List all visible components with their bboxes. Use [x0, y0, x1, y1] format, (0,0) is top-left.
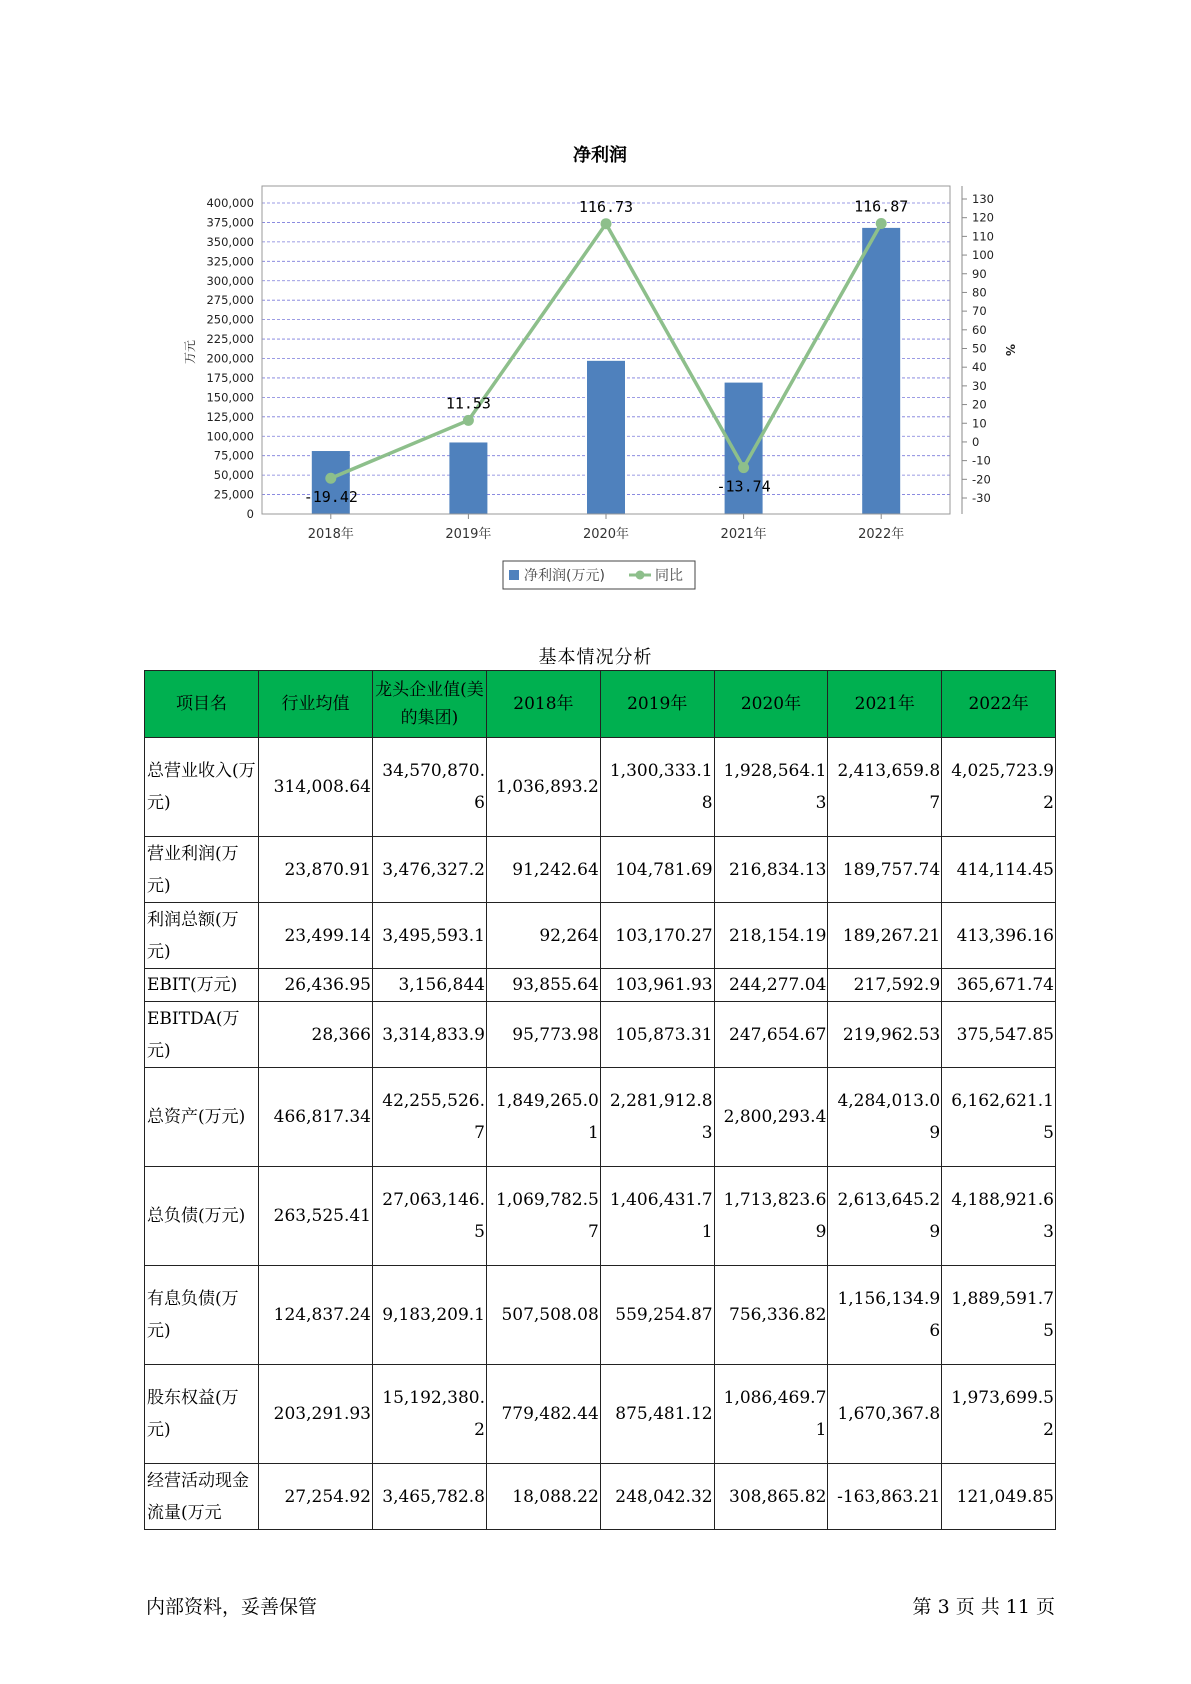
chart-canvas [0, 0, 1191, 600]
y2-tick-label: 0 [972, 434, 980, 449]
x-tick-label: 2018年 [307, 527, 354, 542]
data-label: 116.73 [578, 197, 634, 216]
bar-1 [449, 442, 487, 514]
y2-tick-label: -20 [972, 472, 991, 487]
yoy-point-1 [463, 415, 474, 426]
y2-tick-label: 10 [972, 416, 987, 431]
x-tick-label: 2019年 [445, 527, 492, 542]
table-cell: 93,855.64 [487, 969, 601, 1002]
table-cell: 91,242.64 [487, 837, 601, 903]
yoy-point-2 [601, 218, 612, 229]
y-tick-label: 175,000 [206, 370, 254, 385]
table-cell: 1,036,893.2 [487, 738, 601, 837]
chart-legend [503, 561, 695, 589]
table-cell: 263,525.41 [259, 1167, 373, 1266]
legend-label-line: 同比 [655, 568, 683, 584]
table-cell: 203,291.93 [259, 1365, 373, 1464]
table-cell: 26,436.95 [259, 969, 373, 1002]
table-row [145, 1002, 1056, 1068]
table-cell: 3,156,844 [373, 969, 487, 1002]
table-cell: 3,476,327.2 [373, 837, 487, 903]
table-cell: 219,962.53 [828, 1002, 942, 1068]
table-cell: 104,781.69 [600, 837, 714, 903]
table-cell: 18,088.22 [487, 1464, 601, 1530]
table-cell: 92,264 [487, 903, 601, 969]
table-cell: 189,267.21 [828, 903, 942, 969]
row-label: 经营活动现金流量(万元 [145, 1464, 259, 1530]
table-cell: 365,671.74 [942, 969, 1056, 1002]
y-tick-label: 325,000 [206, 254, 254, 269]
row-label: EBIT(万元) [145, 969, 259, 1002]
legend-swatch-bar [509, 570, 519, 580]
table-row [145, 1266, 1056, 1365]
table-row [145, 969, 1056, 1002]
table-row [145, 1167, 1056, 1266]
row-label: 股东权益(万元) [145, 1365, 259, 1464]
y2-tick-label: 100 [972, 248, 994, 263]
column-header: 2022年 [942, 671, 1056, 738]
data-label: -19.42 [303, 488, 358, 507]
table-row [145, 903, 1056, 969]
legend-label-bar: 净利润(万元) [524, 568, 605, 584]
yoy-point-3 [738, 462, 749, 473]
y-tick-label: 0 [246, 507, 254, 521]
table-row [145, 1464, 1056, 1530]
bar-2 [587, 361, 625, 514]
table-cell: 103,961.93 [600, 969, 714, 1002]
table-cell: 414,114.45 [942, 837, 1056, 903]
table-cell: 247,654.67 [714, 1002, 828, 1068]
table-cell: 42,255,526.7 [373, 1068, 487, 1167]
table-cell: 1,670,367.8 [828, 1365, 942, 1464]
y2-tick-label: -30 [972, 491, 991, 505]
net-profit-chart [0, 0, 1191, 600]
y-tick-label: 300,000 [206, 273, 254, 288]
basic-analysis-table [144, 670, 1056, 1530]
table-cell: 779,482.44 [487, 1365, 601, 1464]
y-tick-label: 125,000 [206, 409, 254, 424]
table-cell: 308,865.82 [714, 1464, 828, 1530]
table-cell: 124,837.24 [259, 1266, 373, 1365]
y-tick-label: 50,000 [213, 468, 254, 483]
row-label: 营业利润(万元) [145, 837, 259, 903]
column-header: 行业均值 [259, 671, 373, 738]
row-label: 总资产(万元) [145, 1068, 259, 1167]
bar-4 [862, 228, 900, 514]
x-tick-label: 2022年 [858, 527, 905, 542]
table-cell: 1,156,134.96 [828, 1266, 942, 1365]
table-row [145, 738, 1056, 837]
y2-tick-label: 40 [972, 360, 987, 375]
y2-tick-label: 60 [972, 322, 987, 337]
column-header: 2019年 [600, 671, 714, 738]
table-cell: 1,849,265.01 [487, 1068, 601, 1167]
table-cell: 1,713,823.69 [714, 1167, 828, 1266]
table-cell: 1,300,333.18 [600, 738, 714, 837]
chart-title: 净利润 [573, 145, 627, 166]
table-cell: 27,063,146.5 [373, 1167, 487, 1266]
footer-confidential-note: 内部资料，妥善保管 [146, 1596, 318, 1618]
table-cell: 3,495,593.1 [373, 903, 487, 969]
y2-tick-label: 130 [972, 192, 994, 206]
table-cell: 23,870.91 [259, 837, 373, 903]
table-cell: 2,613,645.29 [828, 1167, 942, 1266]
table-cell: 1,069,782.57 [487, 1167, 601, 1266]
table-cell: 9,183,209.1 [373, 1266, 487, 1365]
table-cell: 1,086,469.71 [714, 1365, 828, 1464]
table-cell: 248,042.32 [600, 1464, 714, 1530]
table-cell: 23,499.14 [259, 903, 373, 969]
footer-page-number: 第 3 页 共 11 页 [912, 1596, 1055, 1618]
table-cell: -163,863.21 [828, 1464, 942, 1530]
y2-tick-label: 90 [972, 266, 987, 281]
table-header-row [145, 671, 1056, 738]
table-cell: 15,192,380.2 [373, 1365, 487, 1464]
table-cell: 559,254.87 [600, 1266, 714, 1365]
table-cell: 189,757.74 [828, 837, 942, 903]
y-tick-label: 275,000 [206, 293, 254, 308]
table-cell: 4,188,921.63 [942, 1167, 1056, 1266]
table-cell: 216,834.13 [714, 837, 828, 903]
table-cell: 217,592.9 [828, 969, 942, 1002]
table-cell: 3,314,833.9 [373, 1002, 487, 1068]
table-cell: 2,413,659.87 [828, 738, 942, 837]
table-cell: 1,928,564.13 [714, 738, 828, 837]
x-tick-label: 2021年 [720, 527, 767, 542]
table-cell: 95,773.98 [487, 1002, 601, 1068]
y2-axis-title: % [1003, 343, 1017, 357]
table-cell: 103,170.27 [600, 903, 714, 969]
y-tick-label: 75,000 [213, 448, 254, 463]
table-cell: 314,008.64 [259, 738, 373, 837]
table-cell: 466,817.34 [259, 1068, 373, 1167]
table-cell: 27,254.92 [259, 1464, 373, 1530]
y-tick-label: 225,000 [206, 332, 254, 347]
table-cell: 1,973,699.52 [942, 1365, 1056, 1464]
y-tick-label: 150,000 [206, 390, 254, 405]
table-cell: 105,873.31 [600, 1002, 714, 1068]
y2-tick-label: 70 [972, 304, 987, 319]
table-cell: 121,049.85 [942, 1464, 1056, 1530]
table-cell: 1,406,431.71 [600, 1167, 714, 1266]
y-tick-label: 250,000 [206, 312, 254, 327]
y2-tick-label: -10 [972, 453, 991, 468]
yoy-point-0 [325, 473, 336, 484]
table-cell: 6,162,621.15 [942, 1068, 1056, 1167]
table-caption: 基本情况分析 [538, 647, 653, 668]
table-cell: 218,154.19 [714, 903, 828, 969]
y-tick-label: 400,000 [206, 196, 254, 210]
row-label: EBITDA(万元) [145, 1002, 259, 1068]
table-cell: 375,547.85 [942, 1002, 1056, 1068]
table-cell: 413,396.16 [942, 903, 1056, 969]
row-label: 有息负债(万元) [145, 1266, 259, 1365]
table-cell: 4,284,013.09 [828, 1068, 942, 1167]
y2-tick-label: 80 [972, 285, 987, 300]
column-header: 项目名 [145, 671, 259, 738]
x-tick-label: 2020年 [582, 527, 630, 542]
table-cell: 875,481.12 [600, 1365, 714, 1464]
row-label: 利润总额(万元) [145, 903, 259, 969]
column-header: 2018年 [487, 671, 601, 738]
legend-swatch-dot [636, 571, 645, 580]
table-cell: 756,336.82 [714, 1266, 828, 1365]
y-tick-label: 100,000 [206, 429, 254, 444]
y2-tick-label: 120 [972, 210, 994, 225]
y-tick-label: 375,000 [206, 215, 254, 230]
table-cell: 34,570,870.6 [373, 738, 487, 837]
data-label: 116.87 [854, 197, 909, 216]
yoy-point-4 [876, 218, 887, 229]
table-cell: 1,889,591.75 [942, 1266, 1056, 1365]
y2-tick-label: 20 [972, 397, 987, 412]
table-cell: 2,281,912.83 [600, 1068, 714, 1167]
y2-tick-label: 110 [972, 229, 994, 244]
data-label: -13.74 [716, 477, 771, 496]
y-axis-title: 万元 [183, 339, 197, 365]
column-header: 龙头企业值(美的集团) [373, 671, 487, 738]
table-cell: 2,800,293.4 [714, 1068, 828, 1167]
column-header: 2020年 [714, 671, 828, 738]
y2-tick-label: 30 [972, 378, 987, 393]
y2-tick-label: 50 [972, 341, 987, 356]
table-row [145, 837, 1056, 903]
table-cell: 4,025,723.92 [942, 738, 1056, 837]
table-cell: 244,277.04 [714, 969, 828, 1002]
row-label: 总负债(万元) [145, 1167, 259, 1266]
data-label: 11.53 [445, 394, 491, 413]
table-row [145, 1068, 1056, 1167]
y-tick-label: 25,000 [213, 487, 254, 502]
y-tick-label: 350,000 [206, 234, 254, 249]
table-cell: 507,508.08 [487, 1266, 601, 1365]
column-header: 2021年 [828, 671, 942, 738]
table-cell: 28,366 [259, 1002, 373, 1068]
table-row [145, 1365, 1056, 1464]
y-tick-label: 200,000 [206, 351, 254, 366]
row-label: 总营业收入(万元) [145, 738, 259, 837]
table-cell: 3,465,782.8 [373, 1464, 487, 1530]
